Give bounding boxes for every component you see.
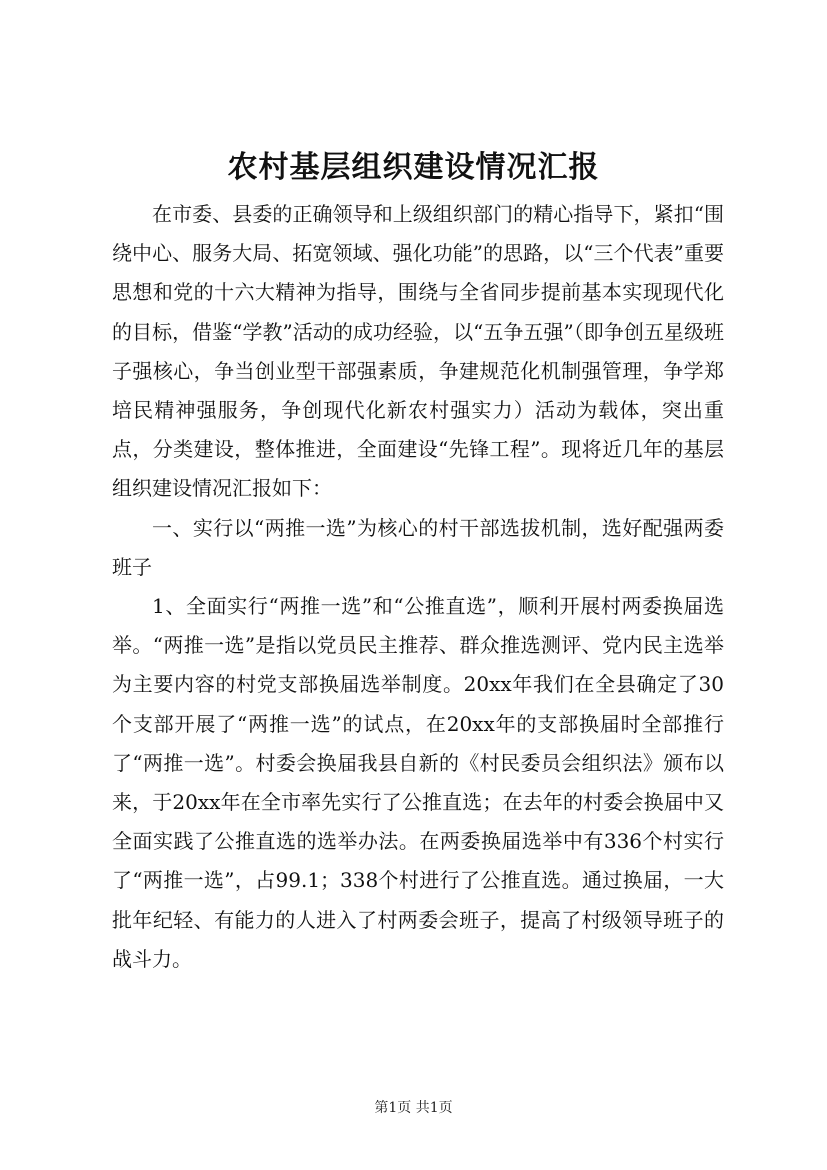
page-footer <box>0 1098 827 1118</box>
paragraph-section-heading: 一、实行以“两推一选”为核心的村干部选拔机制，选好配强两委班子 <box>112 515 724 579</box>
document-title: 农村基层组织建设情况汇报 <box>227 150 600 185</box>
paragraph-election: 1、全面实行“两推一选”和“公推直选”，顺利开展村两委换届选举。“两推一选”是指以党员民主推荐、群众推选测评、党内民主选举为主要内容的村党支部换届选举制度。20xx年我们在全县确定了30个支部开展了“两推一选”的试点，在20xx年的支部换届时全部推行了“两推一选”。村委会换届我县自新的《村民委员会组织法》颁布以来，于20xx年在全市率先实行了公推直选；在去年的村委会换届中又全面实践了公推直选的选举办法。在两委换届选举中有336个村实行了“两推一选”，占99.1；338个村进行了公推直选。通过换届，一大批年纪轻、有能力的人进入了村两委会班子，提高了村级领导班子的战斗力。 <box>112 594 724 971</box>
paragraph-intro: 在市委、县委的正确领导和上级组织部门的精心指导下，紧扣“围绕中心、服务大局、拓宽领域、强化功能”的思路，以“三个代表”重要思想和党的十六大精神为指导，围绕与全省同步提前基本实现现代化的目标，借鉴“学教”活动的成功经验，以“五争五强”（即争创五星级班子强核心，争当创业型干部强素质，争建规范化机制强管理，争学郑培民精神强服务，争创现代化新农村强实力）活动为载体，突出重点，分类建设，整体推进，全面建设“先锋工程”。现将近几年的基层组织建设情况汇报如下： <box>112 202 724 501</box>
document-body <box>112 195 724 979</box>
page-number-label: 第1页 共1页 <box>374 1100 453 1116</box>
